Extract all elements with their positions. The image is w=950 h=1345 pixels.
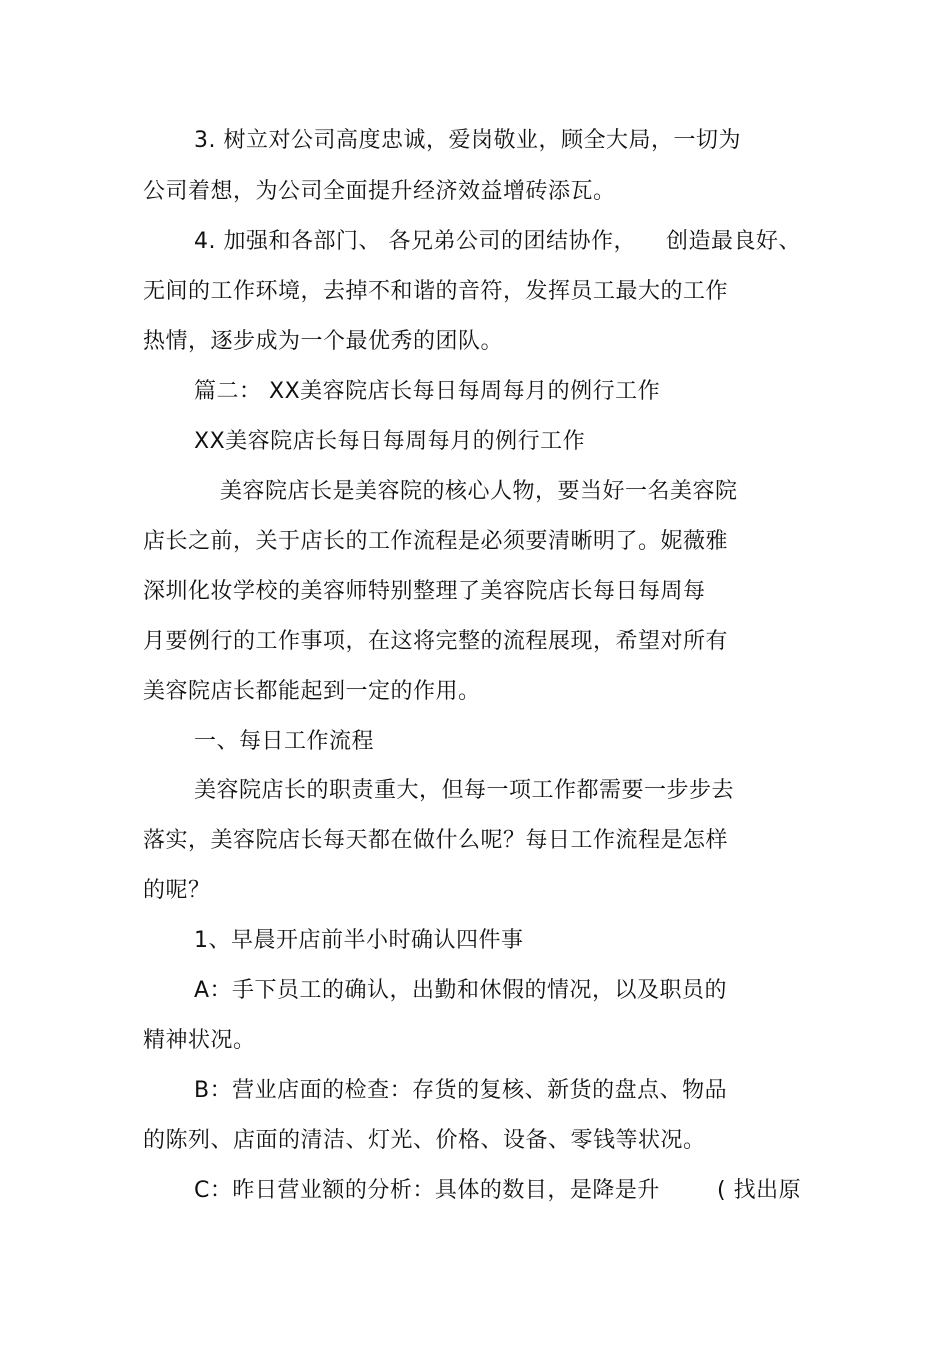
paragraph-line: 3. 树立对公司高度忠诚，爱岗敬业，顾全大局，一切为 [194,128,741,153]
article-title: XX美容院店长每日每周每月的例行工作 [194,429,586,454]
paragraph-line: 落实，美容院店长每天都在做什么呢？每日工作流程是怎样 [143,828,729,853]
subsection-heading: 一、每日工作流程 [194,729,375,754]
list-item: C：昨日营业额的分析：具体的数目，是降是升 [194,1178,660,1203]
paragraph-line: 的呢？ [143,878,211,903]
paragraph-line: 热情，逐步成为一个最优秀的团队。 [143,329,504,354]
paragraph-line: 无间的工作环境，去掉不和谐的音符，发挥员工最大的工作 [143,279,729,304]
paragraph-line: 月要例行的工作事项，在这将完整的流程展现，希望对所有 [143,629,729,654]
section-heading: 篇二： XX美容院店长每日每周每月的例行工作 [194,379,661,404]
list-item: 的陈列、店面的清洁、灯光、价格、设备、零钱等状况。 [143,1128,706,1153]
paragraph-line: 公司着想，为公司全面提升经济效益增砖添瓦。 [143,179,616,204]
paragraph-line: 创造最良好、 [666,229,802,254]
list-item: B：营业店面的检查：存货的复核、新货的盘点、物品 [194,1078,728,1103]
list-heading: 1、早晨开店前半小时确认四件事 [194,928,524,953]
list-item: A：手下员工的确认，出勤和休假的情况，以及职员的 [194,978,728,1003]
paragraph-line: 美容院店长是美容院的核心人物，要当好一名美容院 [220,479,738,504]
paragraph-line: 美容院店长的职责重大，但每一项工作都需要一步步去 [194,778,735,803]
paragraph-line: 美容院店长都能起到一定的作用。 [143,679,481,704]
list-item: 精神状况。 [143,1028,256,1053]
paragraph-line: 深圳化妆学校的美容师特别整理了美容院店长每日每周每 [143,579,706,604]
paragraph-line: 店长之前，关于店长的工作流程是必须要清晰明了。妮薇雅 [143,529,729,554]
paragraph-line: 4. 加强和各部门、 各兄弟公司的团结协作， [194,229,636,254]
list-item: ( 找出原 [717,1178,802,1203]
